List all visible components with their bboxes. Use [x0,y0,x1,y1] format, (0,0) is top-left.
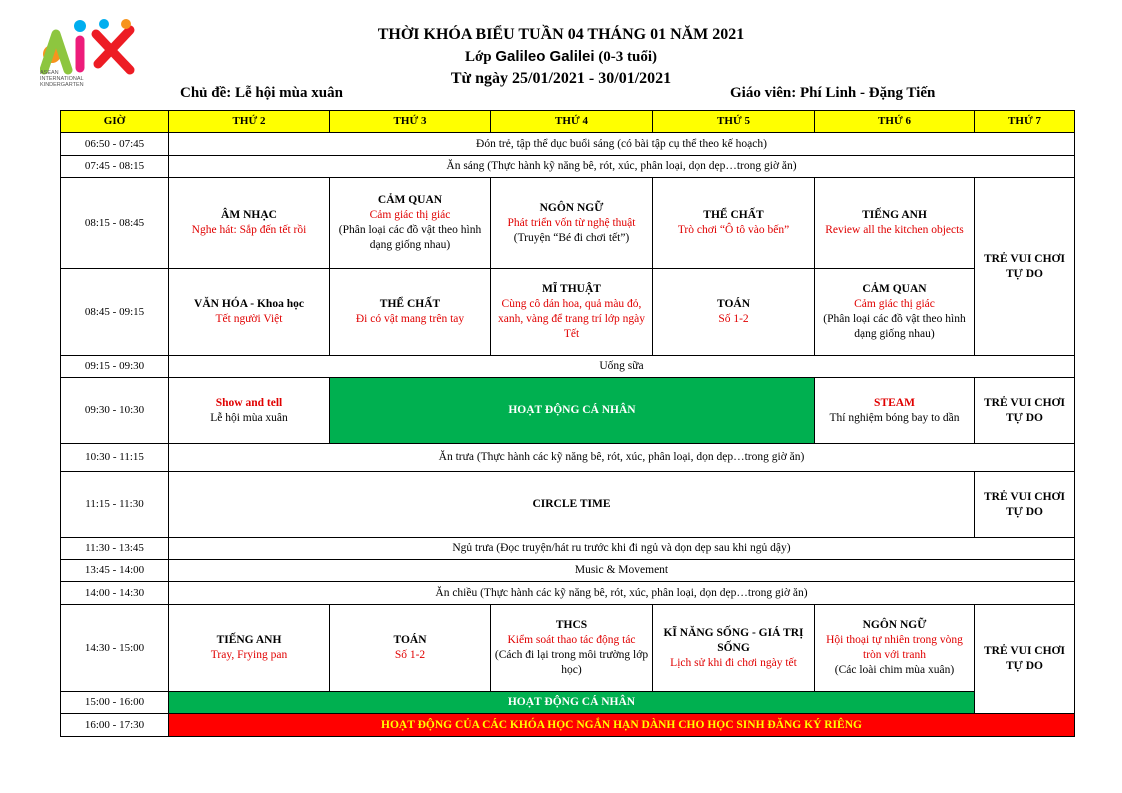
table-row [61,605,1075,692]
table-row [61,178,1075,269]
table-row [61,378,1075,444]
time-cell: 11:15 - 11:30 [61,472,169,538]
subject-detail: Kiểm soát thao tác động tác [507,634,636,646]
time-cell: 16:00 - 17:30 [61,714,169,737]
class-prefix: Lớp [464,49,492,65]
subject-detail: Review all the kitchen objects [825,224,964,236]
subject-note: (Các loài chim mùa xuân) [834,664,955,676]
subject-note: (Cách đi lại trong môi trường lớp học) [494,649,649,676]
subject-detail: Đi có vật mang trên tay [355,313,465,325]
table-row [61,472,1075,538]
activity-cell: Ăn chiều (Thực hành các kỹ năng bê, rót, xúc, phân loại, dọn dẹp…trong giờ ăn) [169,582,1075,605]
table-row [61,560,1075,582]
activity-cell: Uống sữa [169,356,1075,378]
activity-cell [491,605,653,692]
topic: Chủ đề: Lễ hội mùa xuân [180,85,343,101]
time-cell: 06:50 - 07:45 [61,133,169,156]
time-cell: 11:30 - 13:45 [61,538,169,560]
header-time: GIỜ [61,111,169,133]
subject-title: TOÁN [393,634,427,646]
subject-title: Show and tell [215,396,283,409]
table-row [61,538,1075,560]
subject-title: NGÔN NGỮ [539,201,604,214]
activity-cell: Ăn sáng (Thực hành kỹ năng bê, rót, xúc, phân loại, dọn dẹp…trong giờ ăn) [169,156,1075,178]
class-name: Galileo Galilei [495,48,595,65]
header-row [61,111,1075,133]
activity-cell [169,178,330,269]
activity-cell [815,378,975,444]
timetable [60,110,1075,737]
table-row [61,356,1075,378]
subject-detail: Lễ hội mùa xuân [210,411,288,424]
free-play-cell: TRẺ VUI CHƠI TỰ DO [975,378,1075,444]
subject-detail: Cảm giác thị giác [369,209,451,221]
subject-detail: Số 1-2 [718,313,749,325]
subject-title: NGÔN NGỮ [862,619,927,631]
activity-cell [169,378,330,444]
circle-time-cell: CIRCLE TIME [169,472,975,538]
activity-cell [815,605,975,692]
activity-cell [491,269,653,356]
teacher: Giáo viên: Phí Linh - Đặng Tiến [730,85,936,101]
table-row [61,444,1075,472]
subject-detail: Trò chơi “Ô tô vào bến” [677,224,790,236]
subject-title: THỂ CHẤT [703,209,764,221]
subject-note: (Phân loại các đồ vật theo hình dạng giống nhau) [823,313,966,340]
time-cell: 15:00 - 16:00 [61,692,169,714]
free-play-cell: TRẺ VUI CHƠI TỰ DO [975,472,1075,538]
short-course-cell: HOẠT ĐỘNG CỦA CÁC KHÓA HỌC NGẮN HẠN DÀNH CHO HỌC SINH ĐĂNG KÝ RIÊNG [169,714,1075,737]
subject-title: CẢM QUAN [377,194,443,206]
subject-title: KĨ NĂNG SỐNG - GIÁ TRỊ SỐNG [663,626,804,654]
subject-title: VĂN HÓA - Khoa học [194,298,304,310]
time-cell: 08:45 - 09:15 [61,269,169,356]
activity-cell: Ngủ trưa (Đọc truyện/hát ru trước khi đi ngủ và dọn dẹp sau khi ngủ dậy) [169,538,1075,560]
subject-detail: Cảm giác thị giác [854,298,935,310]
header-wed: THỨ 4 [491,111,653,133]
table-row [61,269,1075,356]
table-row [61,133,1075,156]
subject-detail: Tết người Việt [215,313,283,325]
activity-cell [653,269,815,356]
subject-title: MĨ THUẬT [542,283,601,295]
individual-activity-cell: HOẠT ĐỘNG CÁ NHÂN [330,378,815,444]
subject-note: (Truyện “Bé đi chơi tết”) [513,231,630,244]
subject-title: THỂ CHẤT [379,298,441,310]
table-row [61,714,1075,737]
subject-detail: Nghe hát: Sắp đến tết rồi [191,224,307,236]
subject-detail: Tray, Frying pan [210,649,288,661]
individual-activity-cell: HOẠT ĐỘNG CÁ NHÂN [169,692,975,714]
subject-title: TOÁN [716,298,751,310]
time-cell: 07:45 - 08:15 [61,156,169,178]
table-row [61,692,1075,714]
time-cell: 09:15 - 09:30 [61,356,169,378]
header-thu: THỨ 5 [653,111,815,133]
activity-cell: Ăn trưa (Thực hành các kỹ năng bê, rót, xúc, phân loại, dọn dẹp…trong giờ ăn) [169,444,1075,472]
activity-cell [491,178,653,269]
activity-cell [169,605,330,692]
subject-detail: Lịch sử khi đi chơi ngày tết [670,656,797,669]
time-cell: 10:30 - 11:15 [61,444,169,472]
subject-detail: Phát triển vốn từ nghệ thuật [507,216,636,229]
table-row [61,156,1075,178]
activity-cell: Đón trẻ, tập thể dục buổi sáng (có bài tập cụ thể theo kế hoạch) [169,133,1075,156]
time-cell: 14:30 - 15:00 [61,605,169,692]
subject-title: THCS [555,619,588,631]
subject-detail: Hội thoại tự nhiên trong vòng tròn với tranh [826,634,963,661]
time-cell: 14:00 - 14:30 [61,582,169,605]
time-cell: 08:15 - 08:45 [61,178,169,269]
date-range: Từ ngày 25/01/2021 - 30/01/2021 [450,70,672,87]
activity-cell: Music & Movement [169,560,1075,582]
subject-title: TIẾNG ANH [862,209,927,221]
activity-cell [330,605,491,692]
subject-title: STEAM [874,396,915,409]
activity-cell [815,269,975,356]
header-sat: THỨ 7 [975,111,1075,133]
class-line [0,48,1122,66]
header-fri: THỨ 6 [815,111,975,133]
subject-title: TIẾNG ANH [216,634,282,646]
activity-cell [330,178,491,269]
time-cell: 09:30 - 10:30 [61,378,169,444]
subject-title: ÂM NHẠC [221,209,277,221]
activity-cell [653,178,815,269]
logo-caption: ASEAN INTERNATIONAL KINDERGARTEN [40,70,84,88]
header-tue: THỨ 3 [330,111,491,133]
class-age: (0-3 tuổi) [598,49,658,65]
activity-cell [653,605,815,692]
activity-cell [169,269,330,356]
subject-title: CẢM QUAN [862,283,927,295]
header-mon: THỨ 2 [169,111,330,133]
subject-detail: Số 1-2 [394,649,426,661]
free-play-cell: TRẺ VUI CHƠI TỰ DO [975,178,1075,356]
activity-cell [815,178,975,269]
activity-cell [330,269,491,356]
free-play-cell: TRẺ VUI CHƠI TỰ DO [975,605,1075,714]
subject-note: (Phân loại các đồ vật theo hình dạng giống nhau) [338,224,482,251]
time-cell: 13:45 - 14:00 [61,560,169,582]
subject-detail: Thí nghiệm bóng bay to dần [829,411,960,424]
table-row [61,582,1075,605]
subject-detail: Cùng cô dán hoa, quả màu đỏ, xanh, vàng để trang trí lớp ngày Tết [498,298,645,340]
schedule-title: THỜI KHÓA BIỂU TUẦN 04 THÁNG 01 NĂM 2021 [377,26,745,43]
